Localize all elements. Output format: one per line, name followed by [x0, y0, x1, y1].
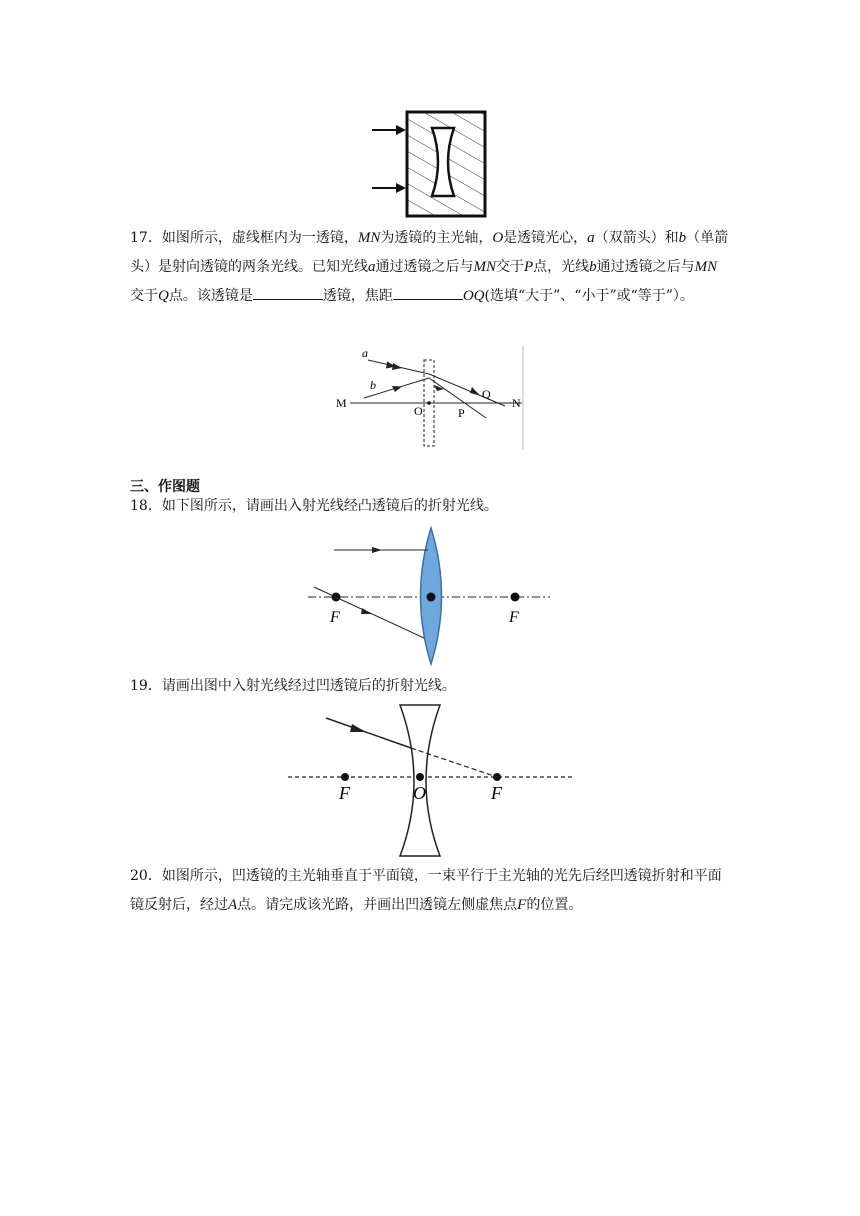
section-heading: 三、作图题	[130, 479, 200, 495]
q18-convex-lens-figure	[300, 526, 560, 666]
label-b: b	[370, 378, 376, 392]
q19-concave-lens-figure	[280, 702, 580, 862]
question-17-text: 17．如图所示，虚线框内为一透镜，MN为透镜的主光轴，O是透镜光心，a（双箭头）和b（单箭头）是射向透镜的两条光线。已知光线a通过透镜之后与MN交于P点，光线b通过透镜之后与MN交于Q点。该透镜是 透镜，焦距 OQ(选填“大于”、“小于”或“等于”）。	[130, 230, 729, 304]
question-20-text: 20．如图所示，凹透镜的主光轴垂直于平面镜，一束平行于主光轴的光先后经凹透镜折射和平面镜反射后，经过A点。请完成该光路，并画出凹透镜左侧虚焦点F的位置。	[130, 868, 722, 913]
question-18-text: 18．如下图所示，请画出入射光线经凸透镜后的折射光线。	[130, 498, 498, 514]
label-f-left: F	[330, 609, 340, 626]
label-f-right: F	[509, 609, 519, 626]
question-19-text: 19．请画出图中入射光线经过凹透镜后的折射光线。	[130, 678, 456, 694]
label-f-left: F	[339, 783, 350, 803]
label-Q: Q	[482, 387, 491, 401]
label-a: a	[362, 346, 368, 360]
concave-lens-box-figure	[360, 108, 500, 220]
answer-blank-focal-length[interactable]	[393, 287, 463, 300]
q17-lens-figure	[330, 342, 530, 452]
label-P: P	[458, 406, 465, 420]
label-o: O	[413, 783, 426, 803]
label-f-right: F	[491, 783, 502, 803]
label-M: M	[336, 396, 347, 410]
label-O: O	[414, 404, 423, 418]
answer-blank-lens-type[interactable]	[253, 287, 323, 300]
label-N: N	[512, 396, 521, 410]
